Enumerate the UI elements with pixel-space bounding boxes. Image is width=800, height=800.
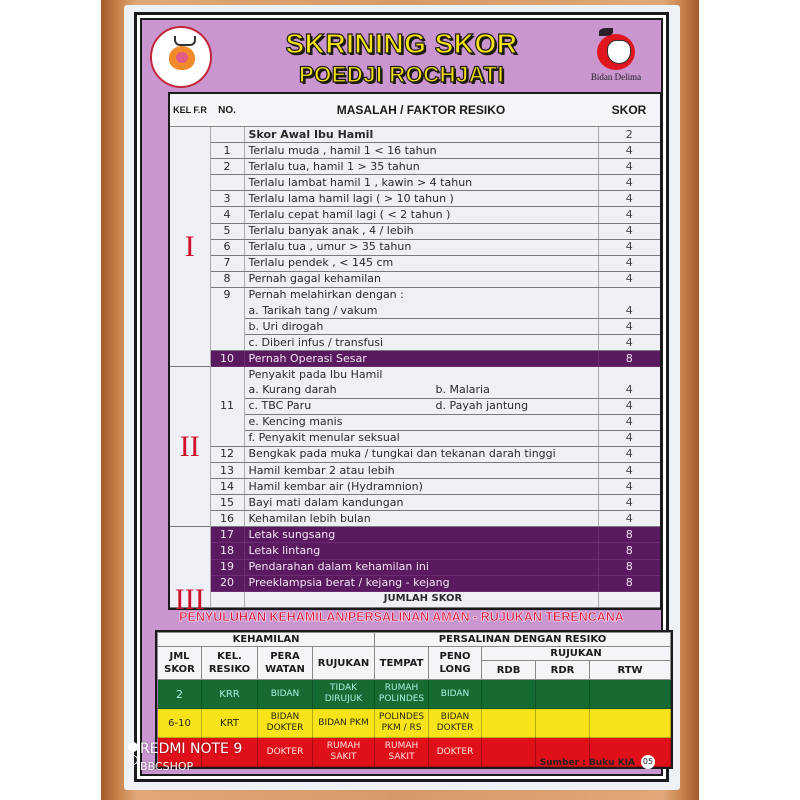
row-text (244, 383, 598, 399)
cell-perawatan: BIDAN DOKTER (258, 709, 313, 738)
row-skor: 4 (598, 479, 660, 495)
header-no: NO. (210, 94, 244, 127)
header-persalinan: PERSALINAN DENGAN RESIKO (375, 633, 671, 647)
row-skor: 4 (598, 430, 660, 446)
row-skor: 4 (598, 223, 660, 239)
row-text-a: a. Kurang darah (248, 383, 337, 397)
row-text: Bengkak pada muka / tungkai dan tekanan darah tinggi (244, 446, 598, 462)
row-no: 2 (210, 159, 244, 175)
row-text: Hamil kembar air (Hydramnion) (244, 479, 598, 495)
logo-text: Bidan Delima (590, 72, 642, 82)
total-no (210, 591, 244, 607)
row-no: 19 (210, 559, 244, 575)
cell-jml-skor: 2 (158, 680, 202, 709)
table-row (170, 446, 660, 462)
row-text: Letak sungsang (244, 527, 598, 543)
row-no: 4 (210, 207, 244, 223)
table-row (170, 430, 660, 446)
leaf-icon (599, 28, 613, 36)
cell-perawatan: BIDAN (258, 680, 313, 709)
row-text: Terlalu lama hamil lagi ( > 10 tahun ) (244, 191, 598, 207)
table-row (170, 207, 660, 223)
row-no (210, 430, 244, 446)
row-no (210, 303, 244, 319)
table-row (170, 159, 660, 175)
header-rtw: RTW (590, 661, 671, 680)
row-no (210, 335, 244, 351)
cell-rujukan: BIDAN PKM (313, 709, 375, 738)
risk-factor-table (168, 92, 662, 616)
row-skor: 8 (598, 559, 660, 575)
row-text: Pendarahan dalam kehamilan ini (244, 559, 598, 575)
header-kel: KEL F.R (170, 94, 210, 127)
total-row (170, 591, 660, 607)
group-header-row (158, 633, 671, 647)
row-no: 20 (210, 575, 244, 591)
header-perawatan: PERA WATAN (258, 647, 313, 680)
row-text: Pernah Operasi Sesar (244, 351, 598, 367)
row-text: Penyakit pada Ibu Hamil (248, 367, 383, 381)
total-value[interactable] (598, 591, 660, 607)
table-row-highlight (170, 351, 660, 367)
header-penolong: PENO LONG (429, 647, 482, 680)
cell-tempat: RUMAH POLINDES (375, 680, 429, 709)
row-skor: 4 (598, 462, 660, 478)
cell-rdb (482, 709, 536, 738)
row-skor: 4 (598, 414, 660, 430)
table-row (170, 175, 660, 191)
row-skor: 4 (598, 511, 660, 527)
row-skor: 4 (598, 319, 660, 335)
row-skor: 4 (598, 191, 660, 207)
header-tempat: TEMPAT (375, 647, 429, 680)
row-text: c. Diberi infus / transfusi (244, 335, 598, 351)
watermark-device: REDMI NOTE 9 (140, 741, 243, 757)
row-skor: 4 (598, 255, 660, 271)
table-row (170, 414, 660, 430)
header-masalah: MASALAH / FAKTOR RESIKO (244, 94, 598, 127)
table-row (170, 319, 660, 335)
table-row-highlight (170, 575, 660, 591)
row-text: Terlalu cepat hamil lagi ( < 2 tahun ) (244, 207, 598, 223)
cell-penolong: DOKTER (429, 738, 482, 767)
header-rdr: RDR (536, 661, 590, 680)
cell-tempat: RUMAH SAKIT (375, 738, 429, 767)
source-note: Sumber : Buku KIA (539, 758, 635, 768)
table-row (170, 287, 660, 303)
cell-rtw (590, 709, 671, 738)
header-rujukan: RUJUKAN (313, 647, 375, 680)
row-no: 11 (210, 398, 244, 414)
row-skor: 4 (598, 446, 660, 462)
row-skor: 4 (598, 207, 660, 223)
row-no: 1 (210, 143, 244, 159)
row-text: Terlalu lambat hamil 1 , kawin > 4 tahun (244, 175, 598, 191)
group-label-i: I (170, 127, 210, 367)
total-label: JUMLAH SKOR (244, 591, 598, 607)
table-row (170, 143, 660, 159)
row-no: 7 (210, 255, 244, 271)
header-rdb: RDB (482, 661, 536, 680)
row-text: Preeklampsia berat / kejang - kejang (244, 575, 598, 591)
poster (134, 12, 669, 782)
page-subtitle: POEDJI ROCHJATI (298, 62, 505, 87)
row-skor: 4 (598, 398, 660, 414)
row-text: e. Kencing manis (244, 414, 598, 430)
row-no: 9 (210, 287, 244, 303)
poster-body (140, 18, 663, 776)
row-no (210, 175, 244, 191)
table-row (170, 495, 660, 511)
row-no: 14 (210, 479, 244, 495)
row-no: 6 (210, 239, 244, 255)
referral-row-krr (158, 680, 671, 709)
row-skor: 4 (598, 271, 660, 287)
header-jml-skor: JML SKOR (158, 647, 202, 680)
row-text: f. Penyakit menular seksual (244, 430, 598, 446)
table-row (170, 398, 660, 414)
heart-mother-icon (607, 40, 631, 64)
row-text: Pernah gagal kehamilan (244, 271, 598, 287)
cell-rdr (536, 709, 590, 738)
table-row (170, 383, 660, 399)
row-text: Terlalu muda , hamil 1 < 16 tahun (244, 143, 598, 159)
table-row (170, 367, 660, 383)
row-no: 3 (210, 191, 244, 207)
row-skor: 2 (598, 127, 660, 143)
cell-rdr (536, 680, 590, 709)
group-label-ii: II (170, 367, 210, 527)
row-skor: 4 (598, 159, 660, 175)
group-label-iii: III (170, 527, 210, 607)
row-skor: 8 (598, 543, 660, 559)
table-row-highlight (170, 559, 660, 575)
row-text-a: c. TBC Paru (248, 399, 312, 413)
cell-perawatan: DOKTER (258, 738, 313, 767)
table-header (170, 94, 660, 127)
cell-penolong: BIDAN DOKTER (429, 709, 482, 738)
header-kel-resiko: KEL. RESIKO (202, 647, 258, 680)
header-skor: SKOR (598, 94, 660, 127)
row-text (244, 398, 598, 414)
table-row (170, 191, 660, 207)
table-row (170, 271, 660, 287)
row-text: Pernah melahirkan dengan : (248, 288, 404, 302)
row-skor (598, 367, 660, 383)
row-no: 5 (210, 223, 244, 239)
row-skor: 4 (598, 143, 660, 159)
cell-kel-resiko: KRT (202, 709, 258, 738)
cell-rujukan: TIDAK DIRUJUK (313, 680, 375, 709)
row-no (210, 414, 244, 430)
table-row (170, 303, 660, 319)
row-no (210, 383, 244, 399)
table-row (170, 479, 660, 495)
row-text: Hamil kembar 2 atau lebih (244, 462, 598, 478)
row-skor: 4 (598, 383, 660, 399)
row-no: 15 (210, 495, 244, 511)
row-skor: 4 (598, 239, 660, 255)
row-no: 10 (210, 351, 244, 367)
row-no: 16 (210, 511, 244, 527)
row-no: 12 (210, 446, 244, 462)
cell-penolong: BIDAN (429, 680, 482, 709)
camera-watermark (140, 740, 242, 776)
table-row (170, 239, 660, 255)
page-number: 05 (641, 755, 655, 769)
header-kehamilan: KEHAMILAN (158, 633, 375, 647)
row-skor: 4 (598, 335, 660, 351)
table-row (170, 255, 660, 271)
cell-kel-resiko: KRR (202, 680, 258, 709)
cell-jml-skor: 6-10 (158, 709, 202, 738)
table-row (170, 127, 660, 143)
row-text: Terlalu pendek , < 145 cm (244, 255, 598, 271)
table-row-highlight (170, 527, 660, 543)
table-row (170, 462, 660, 478)
table-row-highlight (170, 543, 660, 559)
row-no (210, 127, 244, 143)
row-text: Kehamilan lebih bulan (244, 511, 598, 527)
row-no: 13 (210, 462, 244, 478)
cell-rdb (482, 680, 536, 709)
row-no: 18 (210, 543, 244, 559)
row-no (210, 319, 244, 335)
row-text-b: b. Malaria (435, 383, 490, 397)
row-text: b. Uri dirogah (244, 319, 598, 335)
cell-rdb (482, 738, 536, 767)
cell-rtw (590, 680, 671, 709)
table-row (170, 335, 660, 351)
bidan-delima-logo (581, 26, 651, 90)
watermark-shop: BBCSHOP (140, 760, 194, 773)
cell-tempat: POLINDES PKM / RS (375, 709, 429, 738)
row-text: Terlalu tua , umur > 35 tahun (244, 239, 598, 255)
row-skor: 8 (598, 575, 660, 591)
row-skor: 8 (598, 527, 660, 543)
row-no: 17 (210, 527, 244, 543)
referral-title: PENYULUHAN KEHAMILAN/PERSALINAN AMAN - RUJUKAN TERENCANA (179, 610, 624, 624)
row-no (210, 367, 244, 383)
row-text: Terlalu tua, hamil 1 > 35 tahun (244, 159, 598, 175)
table-row (170, 511, 660, 527)
row-skor: 8 (598, 351, 660, 367)
row-skor (598, 287, 660, 303)
row-text: Bayi mati dalam kandungan (244, 495, 598, 511)
row-text-b: d. Payah jantung (435, 399, 529, 413)
camera-lens-icon (128, 742, 138, 768)
row-skor: 4 (598, 495, 660, 511)
row-skor: 4 (598, 303, 660, 319)
cell-rujukan: RUMAH SAKIT (313, 738, 375, 767)
row-text: Terlalu banyak anak , 4 / lebih (244, 223, 598, 239)
page-title: SKRINING SKOR (285, 28, 518, 59)
row-no: 8 (210, 271, 244, 287)
row-text: a. Tarikah tang / vakum (244, 303, 598, 319)
referral-row-krt (158, 709, 671, 738)
row-text: Skor Awal Ibu Hamil (244, 127, 598, 143)
row-skor: 4 (598, 175, 660, 191)
row-text: Letak lintang (244, 543, 598, 559)
table-row (170, 223, 660, 239)
header-rujukan-group: RUJUKAN (482, 647, 671, 661)
header-row (158, 647, 671, 661)
